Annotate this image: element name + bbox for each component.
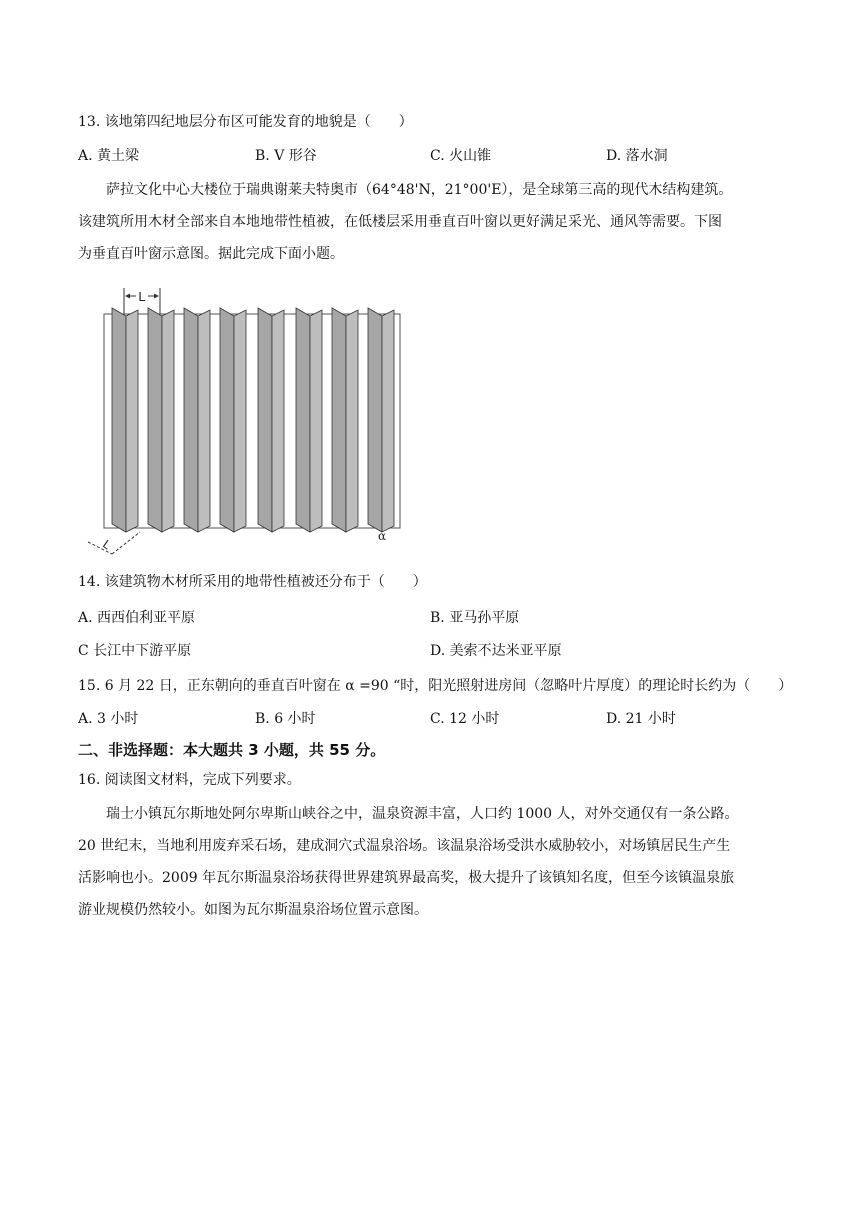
- louver-slat-front: [368, 308, 382, 532]
- louver-slat-front: [296, 308, 310, 532]
- louver-slat-front: [184, 308, 198, 532]
- louver-slat-side: [382, 310, 394, 532]
- q15-option-a: A. 3 小时: [78, 711, 139, 727]
- passage-1-line: 该建筑所用木材全部来自本地地带性植被，在低楼层采用垂直百叶窗以更好满足采光、通风等需要。下图: [78, 214, 722, 230]
- section-2-title: 二、非选择题：本大题共 3 小题，共 55 分。: [78, 741, 386, 759]
- q14-option-c: C 长江中下游平原: [78, 643, 192, 659]
- arrowhead-left-icon: [125, 294, 130, 299]
- louver-slat-side: [272, 310, 284, 532]
- passage-1: [78, 174, 784, 270]
- q16-passage-line: 游业规模仍然较小。如图为瓦尔斯温泉浴场位置示意图。: [78, 902, 428, 918]
- q13-option-b: B. V 形谷: [255, 148, 317, 164]
- q14-option-a: A. 西西伯利亚平原: [78, 610, 196, 626]
- q13-stem: 13. 该地第四纪地层分布区可能发育的地貌是（ ）: [78, 114, 413, 130]
- q15-stem: 15. 6 月 22 日，正东朝向的垂直百叶窗在 α =90 “时，阳光照射进房间（忽略叶片厚度）的理论时长约为（ ）: [78, 678, 793, 694]
- q16-passage: [78, 798, 784, 926]
- louver-slat-side: [126, 310, 138, 532]
- label-l-top: L: [138, 289, 146, 304]
- q16-stem: 16. 阅读图文材料，完成下列要求。: [78, 772, 301, 788]
- label-l-bottom: L: [100, 536, 114, 553]
- q13-option-d: D. 落水洞: [606, 148, 668, 164]
- louver-diagram: [84, 284, 408, 556]
- louver-slat-front: [220, 308, 234, 532]
- q14-option-b: B. 亚马孙平原: [430, 610, 520, 626]
- dimension-bottom-right: [112, 532, 140, 554]
- q16-passage-line: 瑞士小镇瓦尔斯地处阿尔卑斯山峡谷之中，温泉资源丰富，人口约 1000 人，对外交通仅有一条公路。: [106, 806, 739, 822]
- louver-slat-front: [112, 308, 126, 532]
- louver-slat-side: [198, 310, 210, 532]
- passage-1-line: 为垂直百叶窗示意图。据此完成下面小题。: [78, 246, 344, 262]
- louver-slats: [112, 308, 394, 532]
- label-alpha: α: [378, 529, 387, 543]
- q13-option-c: C. 火山锥: [430, 148, 492, 164]
- q16-passage-line: 活影响也小。2009 年瓦尔斯温泉浴场获得世界建筑界最高奖，极大提升了该镇知名度，但至今该镇温泉旅: [78, 870, 735, 886]
- q14-option-d: D. 美索不达米亚平原: [430, 643, 562, 659]
- louver-slat-front: [332, 308, 346, 532]
- passage-1-line: 萨拉文化中心大楼位于瑞典谢莱夫特奥市（64°48'N，21°00'E），是全球第三高的现代木结构建筑。: [106, 182, 733, 198]
- louver-slat-side: [234, 310, 246, 532]
- arrowhead-right-icon: [154, 294, 159, 299]
- q15-option-b: B. 6 小时: [255, 711, 316, 727]
- q15-option-d: D. 21 小时: [606, 711, 676, 727]
- louver-slat-front: [148, 308, 162, 532]
- louver-slat-side: [346, 310, 358, 532]
- q16-passage-line: 20 世纪末，当地利用废弃采石场，建成洞穴式温泉浴场。该温泉浴场受洪水威胁较小，对场镇居民生产生: [78, 838, 731, 854]
- louver-slat-front: [258, 308, 272, 532]
- q13-option-a: A. 黄土梁: [78, 148, 140, 164]
- q14-stem: 14. 该建筑物木材所采用的地带性植被还分布于（ ）: [78, 574, 427, 590]
- louver-slat-side: [310, 310, 322, 532]
- louver-slat-side: [162, 310, 174, 532]
- q15-option-c: C. 12 小时: [430, 711, 500, 727]
